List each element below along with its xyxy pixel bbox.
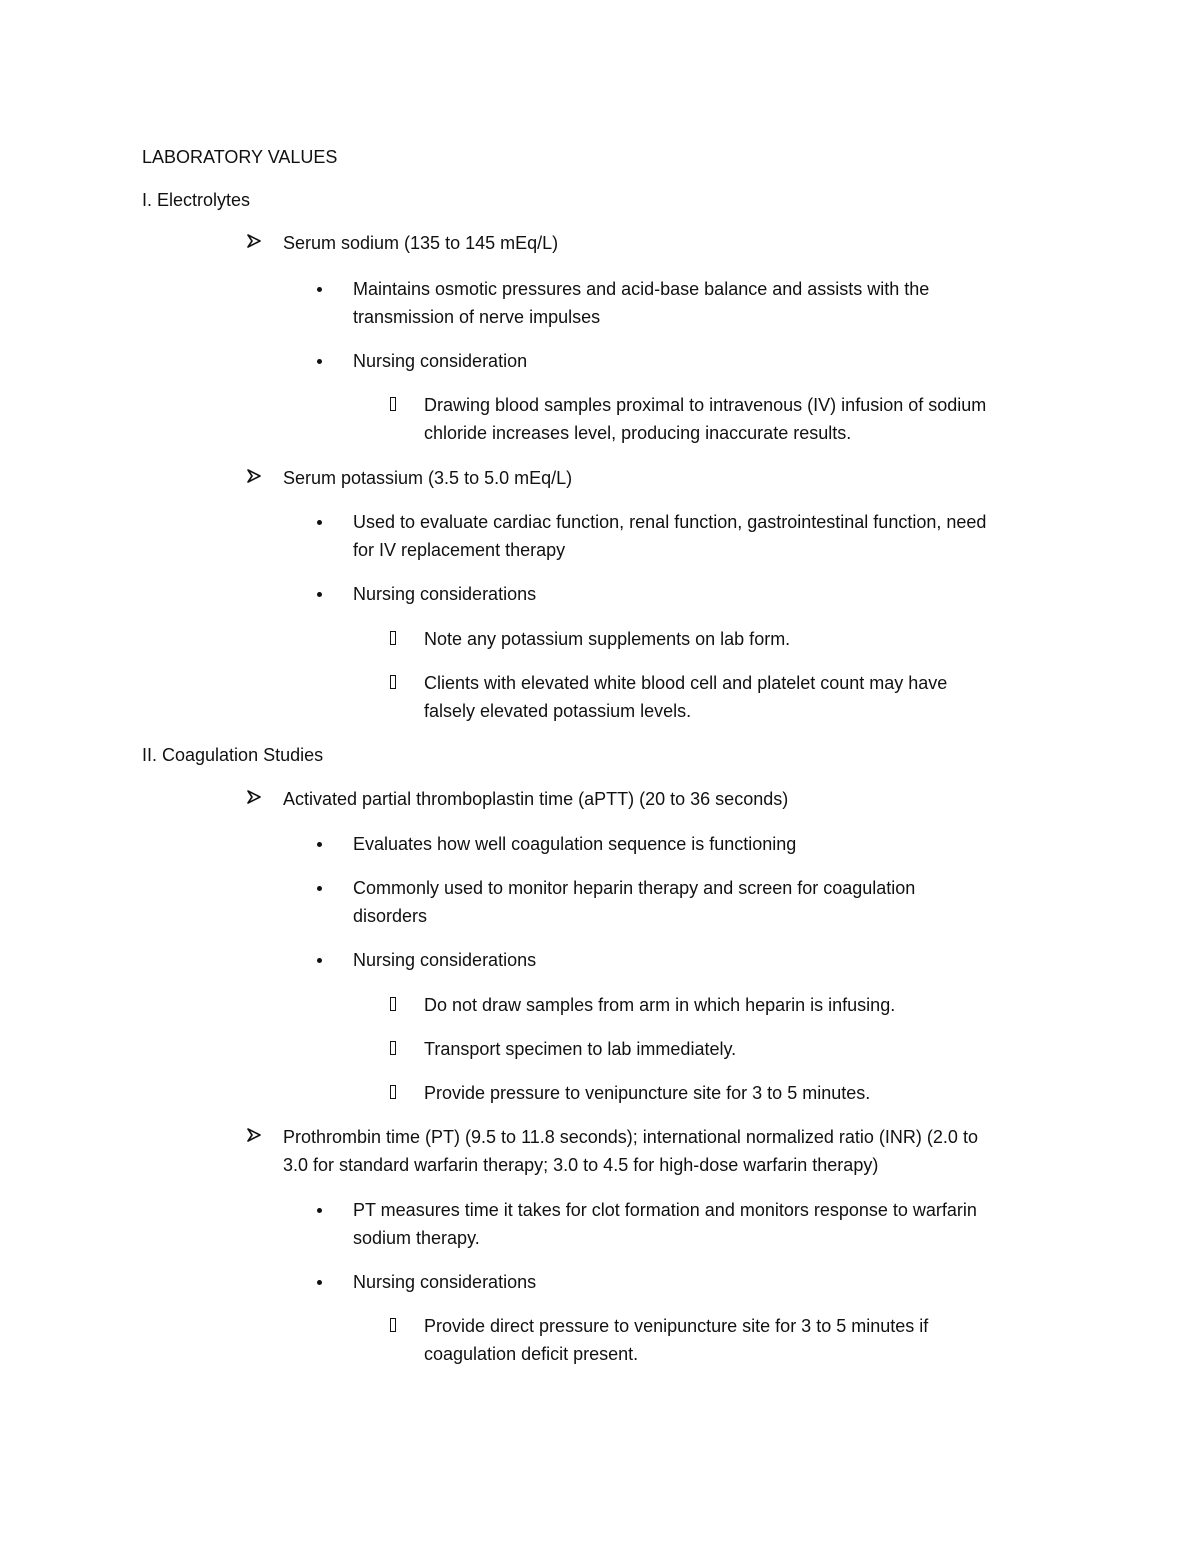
point-line: Used to evaluate cardiac function, renal function, gastrointestinal function, need [353, 512, 987, 532]
placeholder-glyph-icon [390, 997, 396, 1011]
point-line: Nursing consideration [353, 351, 528, 371]
bullet-dot-icon [317, 287, 322, 292]
placeholder-glyph-icon [390, 675, 396, 689]
placeholder-glyph-icon [390, 397, 396, 411]
subpoint-line: Provide direct pressure to venipuncture site for 3 to 5 minutes if [424, 1316, 929, 1336]
bullet-dot-icon [317, 842, 322, 847]
arrow-bullet-icon [246, 233, 262, 249]
test-aptt: Activated partial thromboplastin time (aPTT) (20 to 36 seconds) [283, 789, 789, 809]
bullet-dot-icon [317, 1280, 322, 1285]
subpoint-line: Do not draw samples from arm in which heparin is infusing. [424, 995, 896, 1015]
subpoint-line: Provide pressure to venipuncture site for 3 to 5 minutes. [424, 1083, 871, 1103]
point-line: transmission of nerve impulses [353, 307, 601, 327]
arrow-bullet-icon [246, 789, 262, 805]
placeholder-glyph-icon [390, 1085, 396, 1099]
placeholder-glyph-icon [390, 1041, 396, 1055]
point-line: for IV replacement therapy [353, 540, 566, 560]
test-serum-potassium: Serum potassium (3.5 to 5.0 mEq/L) [283, 468, 573, 488]
bullet-dot-icon [317, 520, 322, 525]
point-line: Commonly used to monitor heparin therapy and screen for coagulation [353, 878, 916, 898]
subpoint-line: Clients with elevated white blood cell and platelet count may have [424, 673, 948, 693]
placeholder-glyph-icon [390, 1318, 396, 1332]
subpoint-line: Drawing blood samples proximal to intravenous (IV) infusion of sodium [424, 395, 987, 415]
test-pt-inr: Prothrombin time (PT) (9.5 to 11.8 seconds); international normalized ratio (INR) (2.0 to [283, 1127, 978, 1147]
test-serum-sodium: Serum sodium (135 to 145 mEq/L) [283, 233, 559, 253]
page-title: LABORATORY VALUES [142, 147, 338, 167]
section-heading-electrolytes: I. Electrolytes [142, 190, 251, 210]
point-line: disorders [353, 906, 428, 926]
point-line: Nursing considerations [353, 950, 537, 970]
subpoint-line: chloride increases level, producing inaccurate results. [424, 423, 852, 443]
placeholder-glyph-icon [390, 631, 396, 645]
point-line: PT measures time it takes for clot formation and monitors response to warfarin [353, 1200, 977, 1220]
arrow-bullet-icon [246, 468, 262, 484]
subpoint-line: Transport specimen to lab immediately. [424, 1039, 737, 1059]
point-line: Evaluates how well coagulation sequence is functioning [353, 834, 797, 854]
point-line: Maintains osmotic pressures and acid-base balance and assists with the [353, 279, 930, 299]
subpoint-line: falsely elevated potassium levels. [424, 701, 692, 721]
point-line: Nursing considerations [353, 1272, 537, 1292]
test-pt-inr-continued: 3.0 for standard warfarin therapy; 3.0 to 4.5 for high-dose warfarin therapy) [283, 1155, 879, 1175]
arrow-bullet-icon [246, 1127, 262, 1143]
point-line: Nursing considerations [353, 584, 537, 604]
subpoint-line: coagulation deficit present. [424, 1344, 639, 1364]
bullet-dot-icon [317, 1208, 322, 1213]
subpoint-line: Note any potassium supplements on lab form. [424, 629, 791, 649]
bullet-dot-icon [317, 359, 322, 364]
bullet-dot-icon [317, 886, 322, 891]
bullet-dot-icon [317, 592, 322, 597]
point-line: sodium therapy. [353, 1228, 480, 1248]
section-heading-coagulation: II. Coagulation Studies [142, 745, 324, 765]
bullet-dot-icon [317, 958, 322, 963]
